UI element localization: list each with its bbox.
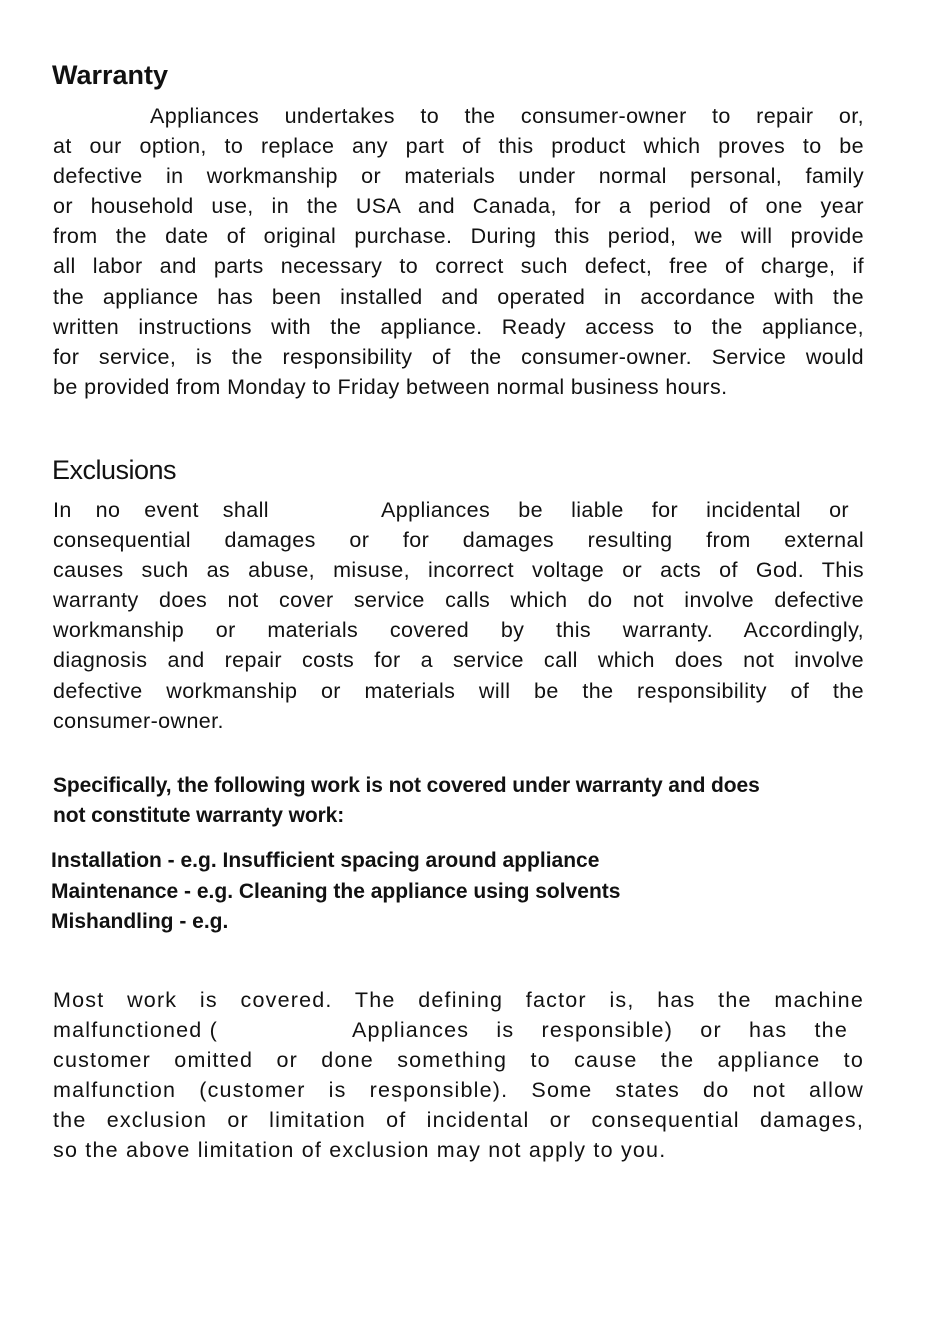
warranty-line: or household use, in the USA and Canada, for a period of one year <box>53 194 864 219</box>
closing-line: so the above limitation of exclusion may not apply to you. <box>53 1138 667 1163</box>
exclusions-line-start: In no event shall <box>53 498 269 522</box>
warranty-paragraph <box>53 101 864 402</box>
warranty-line: be provided from Monday to Friday between normal business hours. <box>53 374 728 399</box>
exclusions-paragraph <box>53 495 864 736</box>
warranty-heading: Warranty <box>52 60 169 90</box>
warranty-line: defective in workmanship or materials under normal personal, family <box>53 164 864 189</box>
warranty-line: Appliances undertakes to the consumer-owner to repair or, <box>150 104 864 128</box>
exclusions-line <box>53 495 864 525</box>
exclusions-line: warranty does not cover service calls which do not involve defective <box>53 588 864 613</box>
warranty-line: the appliance has been installed and operated in accordance with the <box>53 284 864 309</box>
closing-line: customer omitted or done something to cause the appliance to <box>53 1048 864 1073</box>
list-item: Maintenance - e.g. Cleaning the appliance using solvents <box>51 879 621 903</box>
list-item: Installation - e.g. Insufficient spacing around appliance <box>51 849 600 872</box>
closing-line: the exclusion or limitation of incidental or consequential damages, <box>53 1108 864 1133</box>
warranty-line: for service, is the responsibility of the consumer-owner. Service would <box>53 344 864 369</box>
not-covered-line: not constitute warranty work: <box>53 804 345 827</box>
exclusions-line: defective workmanship or materials will be the responsibility of the <box>53 678 864 703</box>
exclusions-line: diagnosis and repair costs for a service call which does not involve <box>53 648 864 673</box>
list-item: Mishandling - e.g. <box>51 910 229 933</box>
exclusions-line: workmanship or materials covered by this warranty. Accordingly, <box>53 618 864 643</box>
closing-line-start: malfunctioned ( <box>53 1018 218 1043</box>
not-covered-list <box>51 846 620 938</box>
closing-line: Most work is covered. The defining factor is, has the machine <box>53 988 864 1012</box>
closing-line: malfunction (customer is responsible). Some states do not allow <box>53 1078 864 1103</box>
closing-paragraph <box>53 985 864 1166</box>
not-covered-line: Specifically, the following work is not covered under warranty and does <box>53 774 760 797</box>
warranty-line: at our option, to replace any part of this product which proves to be <box>53 134 864 159</box>
warranty-line: all labor and parts necessary to correct such defect, free of charge, if <box>53 254 864 279</box>
exclusions-line-end: Appliances be liable for incidental or <box>381 498 849 522</box>
closing-line <box>53 1015 864 1045</box>
warranty-line: from the date of original purchase. During this period, we will provide <box>53 224 864 249</box>
exclusions-line: consumer-owner. <box>53 708 224 733</box>
warranty-line: written instructions with the appliance. Ready access to the appliance, <box>53 314 864 339</box>
not-covered-statement <box>53 771 760 831</box>
closing-line-end: Appliances is responsible) or has the <box>352 1018 848 1043</box>
exclusions-line: causes such as abuse, misuse, incorrect voltage or acts of God. This <box>53 558 864 583</box>
exclusions-line: consequential damages or for damages resulting from external <box>53 528 864 553</box>
exclusions-heading: Exclusions <box>52 455 177 485</box>
